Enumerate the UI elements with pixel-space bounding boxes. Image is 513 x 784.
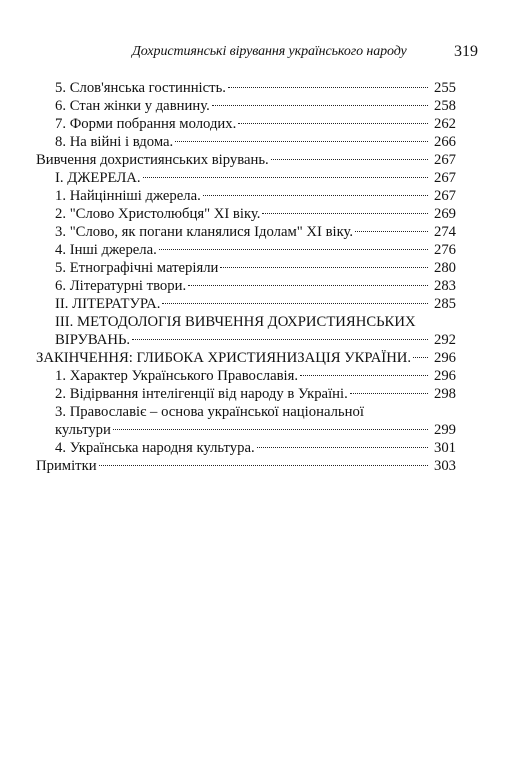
toc-entry-page: 299 bbox=[433, 422, 456, 438]
dot-leader bbox=[175, 140, 428, 142]
toc-entry-title: І. ДЖЕРЕЛА. bbox=[55, 170, 141, 186]
toc-entry bbox=[36, 79, 456, 97]
toc-entry-title: 4. Українська народня культура. bbox=[55, 440, 255, 456]
toc-entry-page: 267 bbox=[433, 170, 456, 186]
toc-entry-title-continued: культури bbox=[55, 422, 111, 438]
toc-entry-title: ІІ. ЛІТЕРАТУРА. bbox=[55, 296, 161, 312]
toc-entry-title: 8. На війні і вдома. bbox=[55, 134, 174, 150]
toc-entry-title: 4. Інші джерела. bbox=[55, 242, 157, 258]
dot-leader bbox=[271, 158, 428, 160]
dot-leader bbox=[228, 86, 428, 88]
toc-entry-page: 258 bbox=[433, 98, 456, 114]
toc-entry-page: 283 bbox=[433, 278, 456, 294]
toc-entry-title: 5. Слов'янська гостинність. bbox=[55, 80, 226, 96]
toc-entry bbox=[36, 205, 456, 223]
toc-entry bbox=[36, 277, 456, 295]
toc-entry-page: 267 bbox=[433, 188, 456, 204]
toc-entry-page: 285 bbox=[433, 296, 456, 312]
dot-leader bbox=[99, 464, 428, 466]
dot-leader bbox=[143, 176, 428, 178]
toc-entry bbox=[36, 439, 456, 457]
toc-entry-page: 255 bbox=[433, 80, 456, 96]
toc-entry-page: 280 bbox=[433, 260, 456, 276]
dot-leader bbox=[220, 266, 428, 268]
toc-entry-title: 3. "Слово, як погани кланялися Ідолам" ХІ віку. bbox=[55, 224, 354, 240]
toc-entry-title: 1. Характер Українського Православія. bbox=[55, 368, 299, 384]
toc-entry-title: 6. Літературні твори. bbox=[55, 278, 187, 294]
toc-entry bbox=[36, 367, 456, 385]
dot-leader bbox=[203, 194, 428, 196]
toc-entry bbox=[36, 457, 456, 475]
toc-entry-page: 267 bbox=[433, 152, 456, 168]
dot-leader bbox=[257, 446, 428, 448]
toc-entry-page: 266 bbox=[433, 134, 456, 150]
page-header bbox=[0, 44, 513, 64]
toc-entry-title: ІІІ. МЕТОДОЛОГІЯ ВИВЧЕННЯ ДОХРИСТИЯНСЬКИХ bbox=[55, 314, 416, 330]
toc-entry-title-continued: ВІРУВАНЬ. bbox=[55, 332, 131, 348]
toc-entry bbox=[36, 313, 456, 349]
toc-entry-page: 296 bbox=[433, 350, 456, 366]
toc-entry bbox=[36, 259, 456, 277]
toc-entry bbox=[36, 133, 456, 151]
toc-entry-page: 262 bbox=[433, 116, 456, 132]
toc-entry bbox=[36, 385, 456, 403]
dot-leader bbox=[300, 374, 428, 376]
toc-entry-page: 296 bbox=[433, 368, 456, 384]
toc-entry-title: 2. Відірвання інтелігенції від народу в Україні. bbox=[55, 386, 348, 402]
running-title: Дохристиянські вірування українського народу bbox=[132, 44, 407, 59]
toc-entry-page: 301 bbox=[433, 440, 456, 456]
toc-entry bbox=[36, 223, 456, 241]
dot-leader bbox=[113, 428, 428, 430]
toc-entry bbox=[36, 187, 456, 205]
toc-entry-page: 269 bbox=[433, 206, 456, 222]
toc-entry bbox=[36, 169, 456, 187]
dot-leader bbox=[413, 356, 428, 358]
toc-entry-page: 274 bbox=[433, 224, 456, 240]
toc-entry bbox=[36, 295, 456, 313]
toc-entry-title: ЗАКІНЧЕННЯ: ГЛИБОКА ХРИСТИЯНИЗАЦІЯ УКРАЇНИ. bbox=[36, 350, 412, 366]
toc-entry bbox=[36, 241, 456, 259]
toc-entry-title: Вивчення дохристиянських вірувань. bbox=[36, 152, 269, 168]
dot-leader bbox=[238, 122, 428, 124]
dot-leader bbox=[355, 230, 428, 232]
toc-entry-title: 7. Форми побрання молодих. bbox=[55, 116, 237, 132]
dot-leader bbox=[132, 338, 428, 340]
toc-entry-title: 6. Стан жінки у давнину. bbox=[55, 98, 210, 114]
dot-leader bbox=[262, 212, 428, 214]
dot-leader bbox=[188, 284, 428, 286]
toc-entry-title: 3. Православіє – основа української національної bbox=[55, 404, 364, 420]
table-of-contents bbox=[36, 79, 456, 475]
toc-entry bbox=[36, 97, 456, 115]
dot-leader bbox=[159, 248, 428, 250]
toc-entry-page: 292 bbox=[433, 332, 456, 348]
toc-entry-page: 276 bbox=[433, 242, 456, 258]
dot-leader bbox=[350, 392, 428, 394]
toc-entry-page: 303 bbox=[433, 458, 456, 474]
toc-entry bbox=[36, 349, 456, 367]
toc-entry bbox=[36, 151, 456, 169]
toc-entry bbox=[36, 403, 456, 439]
dot-leader bbox=[212, 104, 428, 106]
toc-entry-title: Примітки bbox=[36, 458, 97, 474]
toc-entry-page: 298 bbox=[433, 386, 456, 402]
dot-leader bbox=[162, 302, 428, 304]
page-number: 319 bbox=[454, 43, 478, 60]
toc-entry-title: 1. Найцінніші джерела. bbox=[55, 188, 201, 204]
toc-entry bbox=[36, 115, 456, 133]
toc-entry-title: 2. "Слово Христолюбця" ХІ віку. bbox=[55, 206, 261, 222]
toc-entry-title: 5. Етнографічні матеріяли bbox=[55, 260, 219, 276]
